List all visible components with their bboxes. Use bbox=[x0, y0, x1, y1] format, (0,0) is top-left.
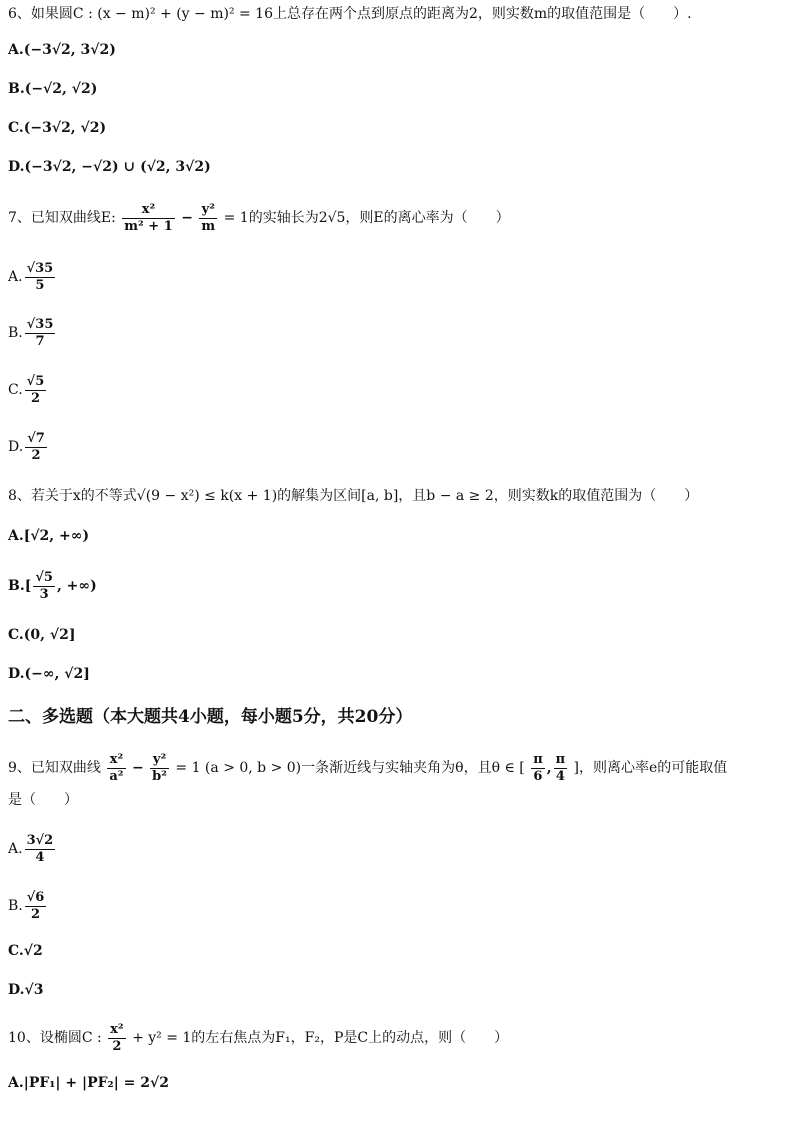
q7-stem: 7、已知双曲线E: $\frac{\text{x²}}{\text{m² + 1}}$ − $\frac{\text{y²}}{m}$ = 1的实轴长为2√5，则E的离心率为（ ） bbox=[8, 201, 510, 234]
q10-stem: 10、设椭圆C : $\frac{\text{x²}}{2}$ + y² = 1的左右焦点为F₁，F₂，P是C上的动点，则（ ） bbox=[8, 1021, 509, 1054]
q8-option-c: C.(0, √2] bbox=[8, 627, 76, 643]
q7-fraction-2: $\frac{\text{y²}}{m}$ bbox=[201, 201, 216, 234]
q7-fraction-1: $\frac{\text{x²}}{\text{m² + 1}}$ bbox=[124, 201, 173, 234]
q7-option-d: D. $\frac{√7}{2}$ bbox=[8, 430, 45, 463]
q6-option-a: A.(−3√2, 3√2) bbox=[8, 42, 116, 58]
q6-option-d: D.(−3√2, −√2) ∪ (√2, 3√2) bbox=[8, 159, 211, 175]
q9-option-d: D.√3 bbox=[8, 982, 44, 998]
q10-option-a: A.|PF₁| + |PF₂| = 2√2 bbox=[8, 1075, 169, 1091]
q8-option-a: A.[√2, +∞) bbox=[8, 528, 90, 544]
q9-option-b: B. $\frac{√6}{2}$ bbox=[8, 889, 45, 922]
q8-option-d: D.(−∞, √2] bbox=[8, 666, 90, 682]
q6-option-c: C.(−3√2, √2) bbox=[8, 120, 107, 136]
q9-option-a: A. $\frac{3√2}{4}$ bbox=[8, 832, 54, 865]
q7-option-c: C. $\frac{√5}{2}$ bbox=[8, 373, 45, 406]
q9-stem: 9、已知双曲线 $\frac{\text{x²}}{\text{a²}}$ − $\frac{\text{y²}}{\text{b²}}$ = 1 (a > 0, b > 0)一条渐近线与实轴夹角为θ，且θ ∈ [ $\frac{\pi}{6}$ , $\frac{\pi}{4}$ ]，则离心率e的可能取值 bbox=[8, 751, 728, 784]
q9-option-c: C.√2 bbox=[8, 943, 43, 959]
q9-stem-line2: 是（ ） bbox=[8, 792, 78, 808]
q7-option-b: B. $\frac{√35}{7}$ bbox=[8, 316, 54, 349]
q7-option-a: A. $\frac{√35}{5}$ bbox=[8, 260, 54, 293]
q6-stem: 6、如果圆C : (x − m)² + (y − m)² = 16上总存在两个点到原点的距离为2，则实数m的取值范围是（ ）. bbox=[8, 6, 692, 22]
section-heading: 二、多选题（本大题共4小题，每小题5分，共20分） bbox=[8, 707, 413, 727]
q6-option-b: B.(−√2, √2) bbox=[8, 81, 98, 97]
q8-option-b: B.[ $\frac{√5}{3}$ , +∞) bbox=[8, 569, 97, 602]
q8-stem: 8、若关于x的不等式√(9 − x²) ≤ k(x + 1)的解集为区间[a, b]，且b − a ≥ 2，则实数k的取值范围为（ ） bbox=[8, 488, 699, 504]
